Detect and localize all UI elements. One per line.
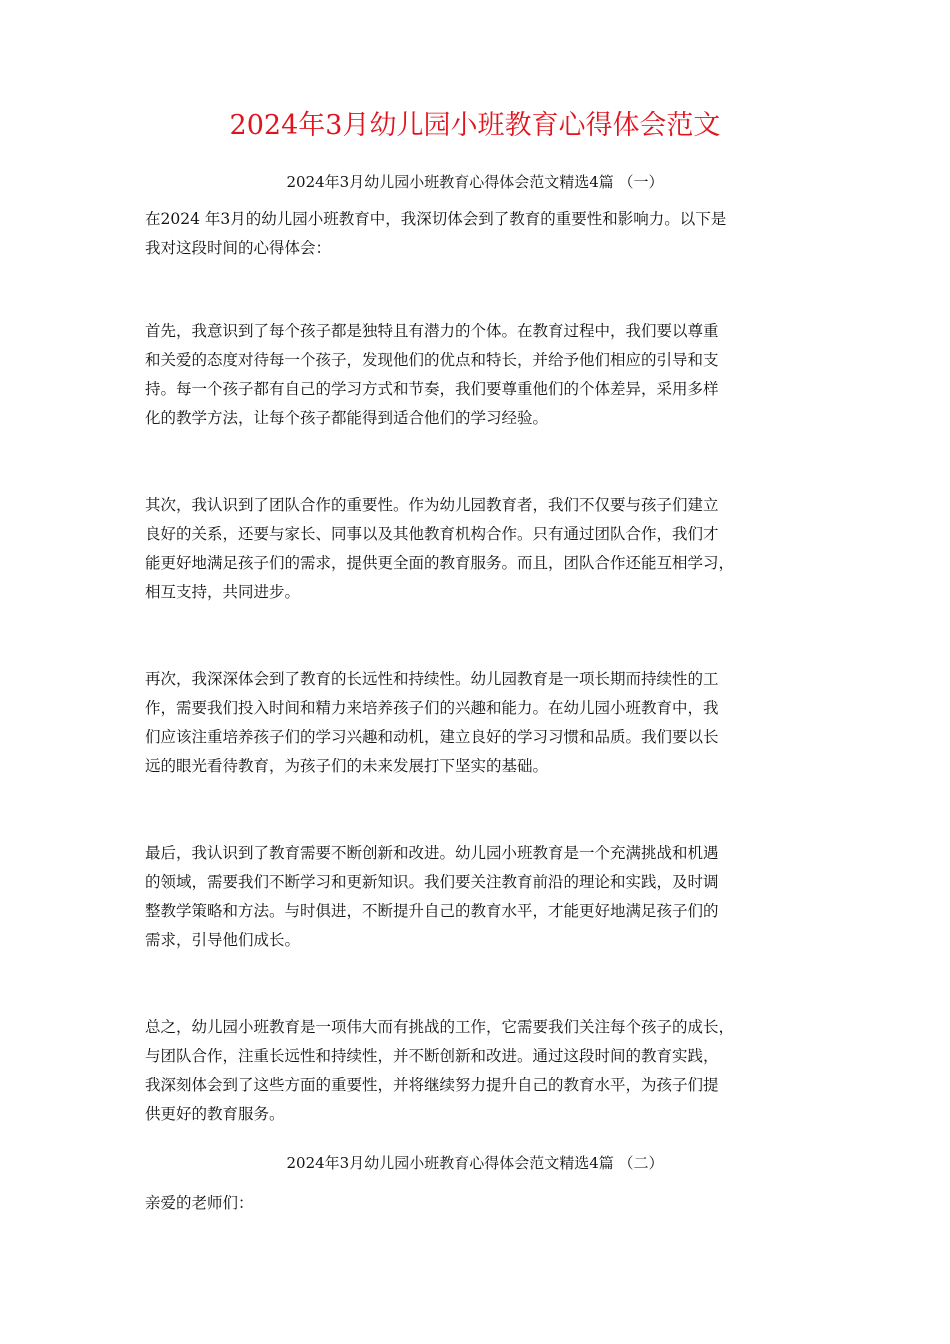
paragraph-line: 整教学策略和方法。与时俱进，不断提升自己的教育水平，才能更好地满足孩子们的 <box>145 902 719 920</box>
body-paragraph-5 <box>145 1013 825 1129</box>
intro-paragraph <box>145 205 825 263</box>
paragraph-line: 相互支持，共同进步。 <box>145 583 301 601</box>
paragraph-line: 亲爱的老师们： <box>145 1194 254 1212</box>
paragraph-line: 最后，我认识到了教育需要不断创新和改进。幼儿园小班教育是一个充满挑战和机遇 <box>145 844 719 862</box>
paragraph-line: 们应该注重培养孩子们的学习兴趣和动机，建立良好的学习习惯和品质。我们要以长 <box>145 728 719 746</box>
paragraph-line: 和关爱的态度对待每一个孩子，发现他们的优点和特长，并给予他们相应的引导和支 <box>145 351 719 369</box>
paragraph-line: 远的眼光看待教育，为孩子们的未来发展打下坚实的基础。 <box>145 757 549 775</box>
paragraph-line: 在2024 年3月的幼儿园小班教育中，我深切体会到了教育的重要性和影响力。以下是 <box>145 210 727 228</box>
paragraph-line: 与团队合作，注重长远性和持续性，并不断创新和改进。通过这段时间的教育实践， <box>145 1047 719 1065</box>
paragraph-line: 总之，幼儿园小班教育是一项伟大而有挑战的工作，它需要我们关注每个孩子的成长， <box>145 1018 735 1036</box>
paragraph-line: 我对这段时间的心得体会： <box>145 239 332 257</box>
document-title: 2024年3月幼儿园小班教育心得体会范文 <box>229 110 721 141</box>
paragraph-line: 其次，我认识到了团队合作的重要性。作为幼儿园教育者，我们不仅要与孩子们建立 <box>145 496 719 514</box>
paragraph-line: 的领域，需要我们不断学习和更新知识。我们要关注教育前沿的理论和实践，及时调 <box>145 873 719 891</box>
paragraph-line: 持。每一个孩子都有自己的学习方式和节奏，我们要尊重他们的个体差异，采用多样 <box>145 380 719 398</box>
paragraph-line: 首先，我意识到了每个孩子都是独特且有潜力的个体。在教育过程中，我们要以尊重 <box>145 322 719 340</box>
body-paragraph-1 <box>145 317 825 433</box>
paragraph-line: 化的教学方法，让每个孩子都能得到适合他们的学习经验。 <box>145 409 549 427</box>
paragraph-line: 能更好地满足孩子们的需求，提供更全面的教育服务。而且，团队合作还能互相学习， <box>145 554 735 572</box>
body-paragraph-4 <box>145 839 825 955</box>
paragraph-line: 供更好的教育服务。 <box>145 1105 285 1123</box>
body-paragraph-2 <box>145 491 825 607</box>
paragraph-line: 作，需要我们投入时间和精力来培养孩子们的兴趣和能力。在幼儿园小班教育中，我 <box>145 699 719 717</box>
paragraph-line: 再次，我深深体会到了教育的长远性和持续性。幼儿园教育是一项长期而持续性的工 <box>145 670 719 688</box>
greeting-paragraph <box>145 1189 825 1218</box>
section-heading-2: 2024年3月幼儿园小班教育心得体会范文精选4篇 （二） <box>286 1154 664 1172</box>
paragraph-line: 良好的关系，还要与家长、同事以及其他教育机构合作。只有通过团队合作，我们才 <box>145 525 719 543</box>
body-paragraph-3 <box>145 665 825 781</box>
section-heading-1: 2024年3月幼儿园小班教育心得体会范文精选4篇 （一） <box>286 173 664 191</box>
paragraph-line: 需求，引导他们成长。 <box>145 931 301 949</box>
paragraph-line: 我深刻体会到了这些方面的重要性，并将继续努力提升自己的教育水平，为孩子们提 <box>145 1076 719 1094</box>
